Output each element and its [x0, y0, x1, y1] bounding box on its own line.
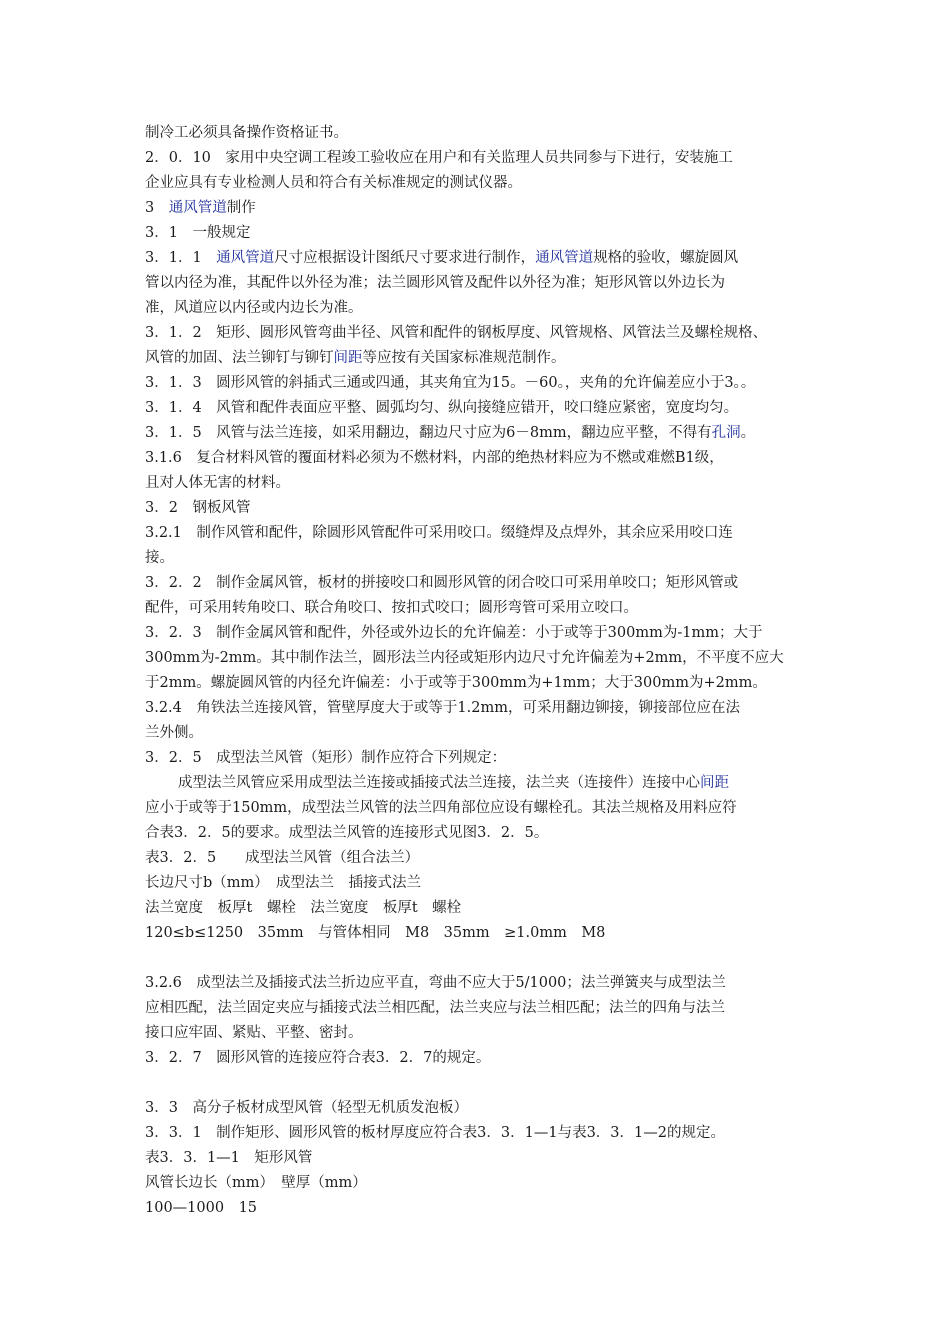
link-spacing[interactable]: 间距 [333, 350, 363, 366]
heading-suffix: 制作 [226, 200, 256, 216]
text-line: 接口应牢固、紧贴、平整、密封。 [145, 1025, 363, 1041]
text-line-3-1-1 [145, 246, 815, 271]
heading-number: 3 [145, 200, 169, 216]
clause-text: 尺寸应根据设计图纸尺寸要求进行制作， [274, 250, 536, 266]
link-hole[interactable]: 孔洞 [711, 425, 741, 441]
link-ventilation-duct[interactable]: 通风管道 [535, 250, 594, 266]
table-caption: 表3．2．5 成型法兰风管（组合法兰） [145, 850, 420, 866]
clause-text: 成型法兰风管应采用成型法兰连接或插接式法兰连接，法兰夹（连接件）连接中心 [178, 775, 700, 791]
clause-text: 。 [740, 425, 756, 441]
link-spacing[interactable]: 间距 [700, 775, 729, 791]
text-line: 管以内径为准，其配件以外径为准；法兰圆形风管及配件以外径为准；矩形风管以外边长为 [145, 275, 725, 291]
text-line: 3．3．1 制作矩形、圆形风管的板材厚度应符合表3．3．1—1与表3．3．1—2的规定。 [145, 1125, 725, 1141]
text-line: 2．0．10 家用中央空调工程竣工验收应在用户和有关监理人员共同参与下进行，安装施工 [145, 150, 733, 166]
text-line: 准，风道应以内径或内边长为准。 [145, 300, 363, 316]
text-line: 配件，可采用转角咬口、联合角咬口、按扣式咬口；圆形弯管可采用立咬口。 [145, 600, 638, 616]
text-line-with-link [145, 346, 815, 371]
table-subheader-row: 法兰宽度 板厚t 螺栓 法兰宽度 板厚t 螺栓 [145, 900, 462, 916]
text-line: 应相匹配，法兰固定夹应与插接式法兰相匹配，法兰夹应与法兰相匹配；法兰的四角与法兰 [145, 1000, 725, 1016]
text-line: 3.2.4 角铁法兰连接风管，管壁厚度大于或等于1.2mm，可采用翻边铆接，铆接部位应在法 [145, 700, 740, 716]
text-line: 3．2．2 制作金属风管，板材的拼接咬口和圆形风管的闭合咬口可采用单咬口；矩形风管或 [145, 575, 739, 591]
table-row: 100—1000 15 [145, 1200, 258, 1216]
text-line: 3．2．3 制作金属风管和配件，外径或外边长的允许偏差：小于或等于300mm为-1mm；大于 [145, 625, 763, 641]
clause-text: 等应按有关国家标准规范制作。 [362, 350, 566, 366]
text-line-with-link [145, 421, 815, 446]
text-line: 3.1.6 复合材料风管的覆面材料必须为不燃材料，内部的绝热材料应为不燃或难燃B1级， [145, 450, 724, 466]
text-line: 制冷工必须具备操作资格证书。 [145, 125, 348, 141]
table-header-row: 长边尺寸b（mm） 成型法兰 插接式法兰 [145, 875, 422, 891]
clause-text: 规格的验收，螺旋圆风 [593, 250, 739, 266]
text-line: 于2mm。螺旋圆风管的内径允许偏差：小于或等于300mm为+1mm；大于300mm为+2mm。 [145, 675, 767, 691]
clause-text: 3．1．5 风管与法兰连接，如采用翻边，翻边尺寸应为6－8mm，翻边应平整，不得有 [145, 425, 712, 441]
section-heading-3 [145, 196, 815, 221]
text-line: 3.2.1 制作风管和配件，除圆形风管配件可采用咬口。缀缝焊及点焊外，其余应采用咬口连 [145, 525, 733, 541]
text-line: 3．1．3 圆形风管的斜插式三通或四通，其夹角宜为15。－60。，夹角的允许偏差应小于3。。 [145, 375, 756, 391]
text-line-with-link [145, 771, 815, 796]
table-row: 120≤b≤1250 35mm 与管体相同 M8 35mm ≥1.0mm M8 [145, 925, 606, 941]
clause-number: 3．1．1 [145, 250, 217, 266]
text-line: 且对人体无害的材料。 [145, 475, 290, 491]
text-line: 3.2.6 成型法兰及插接式法兰折边应平直，弯曲不应大于5/1000；法兰弹簧夹与成型法兰 [145, 975, 726, 991]
text-line: 接。 [145, 550, 174, 566]
text-line: 兰外侧。 [145, 725, 203, 741]
text-line: 3．2．7 圆形风管的连接应符合表3．2．7的规定。 [145, 1050, 491, 1066]
text-line: 300mm为-2mm。其中制作法兰，圆形法兰内径或矩形内边尺寸允许偏差为+2mm，不平度不应大 [145, 650, 784, 666]
link-ventilation-duct[interactable]: 通风管道 [168, 200, 227, 216]
text-line: 企业应具有专业检测人员和符合有关标准规定的测试仪器。 [145, 175, 522, 191]
table-header-row: 风管长边长（mm） 壁厚（mm） [145, 1175, 367, 1191]
text-line: 3．2．5 成型法兰风管（矩形）制作应符合下列规定： [145, 750, 507, 766]
section-heading-3-1: 3．1 一般规定 [145, 225, 251, 241]
text-line: 应小于或等于150mm，成型法兰风管的法兰四角部位应设有螺栓孔。其法兰规格及用料应符 [145, 800, 737, 816]
table-caption: 表3．3．1—1 矩形风管 [145, 1150, 313, 1166]
text-line: 3．1．4 风管和配件表面应平整、圆弧均匀、纵向接缝应错开，咬口缝应紧密，宽度均匀。 [145, 400, 739, 416]
section-heading-3-2: 3．2 钢板风管 [145, 500, 251, 516]
clause-text: 风管的加固、法兰铆钉与铆钉 [145, 350, 334, 366]
link-ventilation-duct[interactable]: 通风管道 [216, 250, 275, 266]
document-body [145, 121, 815, 1221]
section-heading-3-3: 3．3 高分子板材成型风管（轻型无机质发泡板） [145, 1100, 468, 1116]
text-line: 合表3．2．5的要求。成型法兰风管的连接形式见图3．2．5。 [145, 825, 549, 841]
blank-line [145, 946, 815, 971]
blank-line [145, 1071, 815, 1096]
text-line: 3．1．2 矩形、圆形风管弯曲半径、风管和配件的钢板厚度、风管规格、风管法兰及螺栓规格、 [145, 325, 768, 341]
